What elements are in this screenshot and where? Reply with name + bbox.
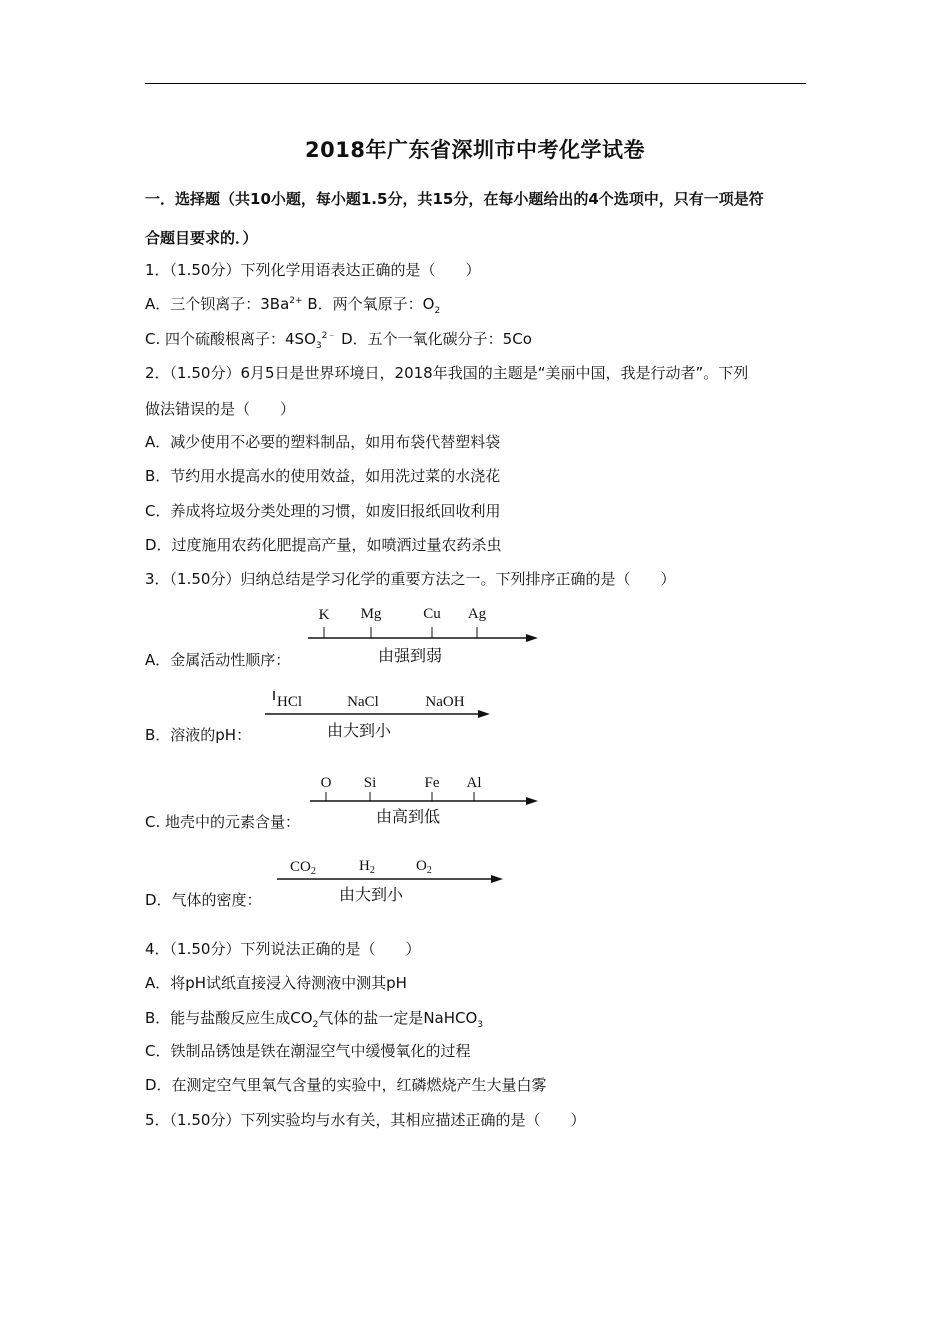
q3-option-b-diagram bbox=[255, 688, 500, 748]
q4-option-d: D．在测定空气里氧气含量的实验中，红磷燃烧产生大量白雾 bbox=[145, 1076, 547, 1094]
q4-stem: 4．（1.50分）下列说法正确的是（ ） bbox=[145, 940, 421, 958]
q4-option-b-subscript-2: 3 bbox=[477, 1020, 484, 1030]
q3-c-item-1: O bbox=[320, 775, 332, 791]
q5-stem: 5．（1.50分）下列实验均与水有关，其相应描述正确的是（ ） bbox=[145, 1111, 586, 1129]
q2-stem-line2: 做法错误的是（ ） bbox=[145, 400, 296, 418]
q1-option-d: D．五个一氧化碳分子：5Co bbox=[336, 330, 532, 348]
q4-option-b bbox=[145, 1008, 483, 1028]
q3-d-item-2: $H_2$ bbox=[359, 858, 375, 876]
q4-option-b-prefix: B．能与盐酸反应生成CO bbox=[145, 1009, 313, 1027]
q4-option-a: A．将pH试纸直接浸入待测液中测其pH bbox=[145, 974, 407, 992]
q1-option-a-charge: 2+ bbox=[289, 296, 303, 306]
q3-option-a-label: A．金属活动性顺序： bbox=[145, 651, 291, 669]
q3-c-caption: 由高到低 bbox=[375, 807, 441, 826]
q3-b-item-3: NaOH bbox=[425, 694, 465, 710]
q1-stem: 1．（1.50分）下列化学用语表达正确的是（ ） bbox=[145, 261, 481, 279]
q3-option-b-label: B．溶液的pH： bbox=[145, 726, 252, 744]
exam-title: 2018年广东省深圳市中考化学试卷 bbox=[305, 138, 645, 162]
q3-option-c-label: C. 地壳中的元素含量： bbox=[145, 813, 301, 831]
q3-option-d-label: D．气体的密度： bbox=[145, 891, 262, 909]
q2-option-a: A．减少使用不必要的塑料制品，如用布袋代替塑料袋 bbox=[145, 433, 501, 451]
q3-a-item-4: Ag bbox=[467, 606, 487, 622]
q3-c-item-3: Fe bbox=[424, 775, 440, 791]
q2-option-b: B．节约用水提高水的使用效益，如用洗过菜的水浇花 bbox=[145, 467, 501, 485]
q3-d-item-3: $O_2$ bbox=[416, 858, 432, 876]
q3-option-d-diagram bbox=[265, 853, 510, 913]
q3-d-caption: 由大到小 bbox=[338, 885, 404, 904]
q3-a-arrow-head bbox=[526, 634, 538, 642]
q4-option-c: C．铁制品锈蚀是铁在潮湿空气中缓慢氧化的过程 bbox=[145, 1042, 471, 1060]
q1-options-cd bbox=[145, 329, 532, 349]
q1-option-a: A．三个钡离子：3Ba bbox=[145, 295, 290, 313]
q3-a-item-1: K bbox=[318, 607, 330, 623]
q3-b-arrow-head bbox=[478, 710, 490, 718]
q3-c-item-2: Si bbox=[363, 775, 377, 791]
q4-option-b-subscript: 2 bbox=[312, 1020, 319, 1030]
q1-options-ab bbox=[145, 294, 440, 314]
q3-stem: 3．（1.50分）归纳总结是学习化学的重要方法之一。下列排序正确的是（ ） bbox=[145, 570, 676, 588]
q2-option-d: D．过度施用农药化肥提高产量，如喷洒过量农药杀虫 bbox=[145, 536, 502, 554]
section-heading-line2: 合题目要求的．） bbox=[145, 229, 258, 247]
q2-stem-line1: 2．（1.50分）6月5日是世界环境日，2018年我国的主题是“美丽中国，我是行动者”。下列 bbox=[145, 364, 749, 382]
q3-c-arrow-head bbox=[526, 797, 538, 805]
q3-option-c-diagram bbox=[300, 770, 545, 830]
q3-b-item-1: HCl bbox=[277, 694, 303, 710]
q3-a-item-2: Mg bbox=[360, 606, 382, 622]
header-rule bbox=[145, 83, 806, 84]
q3-b-item-2: NaCl bbox=[347, 694, 379, 710]
q3-d-item-1: $CO_2$ bbox=[290, 859, 316, 877]
q4-option-b-middle: 气体的盐一定是NaHCO bbox=[318, 1009, 478, 1027]
q3-c-item-4: Al bbox=[466, 775, 482, 791]
q3-b-caption: 由大到小 bbox=[326, 721, 392, 740]
section-heading-line1: 一．选择题（共10小题，每小题1.5分，共15分，在每小题给出的4个选项中，只有一项是符 bbox=[145, 190, 764, 208]
q1-option-c-subscript: 3 bbox=[315, 341, 322, 351]
q3-a-caption: 由强到弱 bbox=[377, 646, 443, 665]
q1-option-c: C. 四个硫酸根离子：4SO bbox=[145, 330, 316, 348]
q1-option-b-subscript: 2 bbox=[434, 306, 441, 316]
q3-d-arrow-head bbox=[491, 875, 503, 883]
q1-option-b: B．两个氧原子：O bbox=[302, 295, 435, 313]
q3-a-item-3: Cu bbox=[423, 606, 441, 622]
q1-option-c-charge: 2﹣ bbox=[321, 331, 337, 341]
q3-option-a-diagram bbox=[300, 600, 545, 670]
q2-option-c: C．养成将垃圾分类处理的习惯，如废旧报纸回收利用 bbox=[145, 502, 501, 520]
